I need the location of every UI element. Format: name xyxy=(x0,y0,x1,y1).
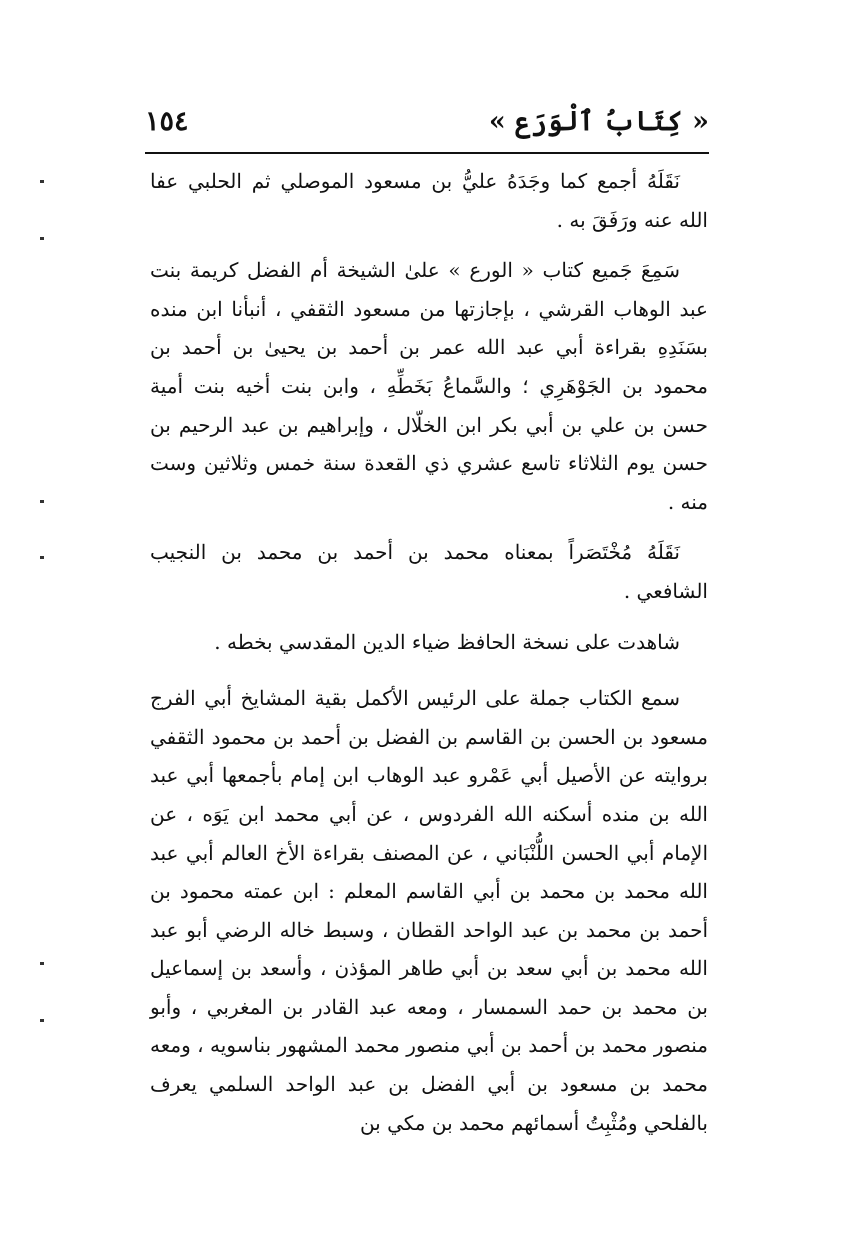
header-rule xyxy=(145,152,709,154)
paragraph-audition-record: سَمِعَ جَميع كتاب « الورع » علىٰ الشيخة أم الفضل كريمة بنت عبد الوهاب القرشي ، بإجازتها من مسعود الثقفي ، أنبأنا ابن منده بسَنَدِهِ بقراءة أبي عبد الله عمر بن أحمد بن يحيىٰ بن أحمد بن محمود بن الجَوْهَرِي ؛ والسَّماعُ بَخَطِّهِ ، وابن بنت أخيه بنت أمية حسن بن علي بن أبي بكر ابن الخلّال ، وإبراهيم بن عبد الرحيم بن حسن يوم الثلاثاء تاسع عشري ذي القعدة سنة خمس وثلاثين وست منه . xyxy=(150,258,708,514)
margin-mark xyxy=(40,500,44,503)
page-header xyxy=(145,104,709,144)
margin-mark xyxy=(40,556,44,559)
paragraph-chain-of-transmission: سمع الكتاب جملة على الرئيس الأكمل بقية المشايخ أبي الفرج مسعود بن الحسن بن القاسم بن الفضل بن أحمد بن محمود الثقفي بروايته عن الأصيل أبي عَمْرو عبد الوهاب ابن إمام بأجمعها أبي عبد الله بن منده أسكنه الله الفردوس ، عن أبي محمد ابن يَوَه ، عن الإمام أبي الحسن اللُّنْبَاني ، عن المصنف بقراءة الأخ العالم أبي عبد الله محمد بن محمد بن أبي القاسم المعلم : ابن عمته محمود بن أحمد بن محمد بن عبد الواحد القطان ، وسبط خاله الرضي أبو عبد الله محمد بن أبي سعد بن أبي طاهر المؤذن ، وأسعد بن إسماعيل بن محمد بن حمد السمسار ، ومعه عبد القادر بن المغربي ، وأبو منصور محمد بن أحمد بن أبي منصور محمد المشهور بناسويه ، ومعه محمد بن مسعود بن أبي الفضل بن عبد الواحد السلمي يعرف بالفلحي ومُثْبِتُ أسمائهم محمد بن مكي بن xyxy=(150,686,708,1135)
margin-mark xyxy=(40,1019,44,1022)
paragraph-transcription-note: نَقَلَهُ أجمع كما وجَدَهُ عليُّ بن مسعود الموصلي ثم الحلبي عفا الله عنه ورَفَقَ به . xyxy=(150,169,708,232)
margin-mark xyxy=(40,962,44,965)
body-text xyxy=(150,162,708,1142)
paragraph-witness-note: شاهدت على نسخة الحافظ ضياء الدين المقدسي بخطه . xyxy=(214,629,680,654)
paragraph-abridgement-note: نَقَلَهُ مُخْتَصَراً بمعناه محمد بن أحمد بن محمد بن النجيب الشافعي . xyxy=(150,540,708,603)
running-title: « كِتَابُ ٱلْوَرَع » xyxy=(488,106,709,137)
page-number: ١٥٤ xyxy=(145,106,189,137)
margin-mark xyxy=(40,237,44,240)
margin-mark xyxy=(40,180,44,183)
